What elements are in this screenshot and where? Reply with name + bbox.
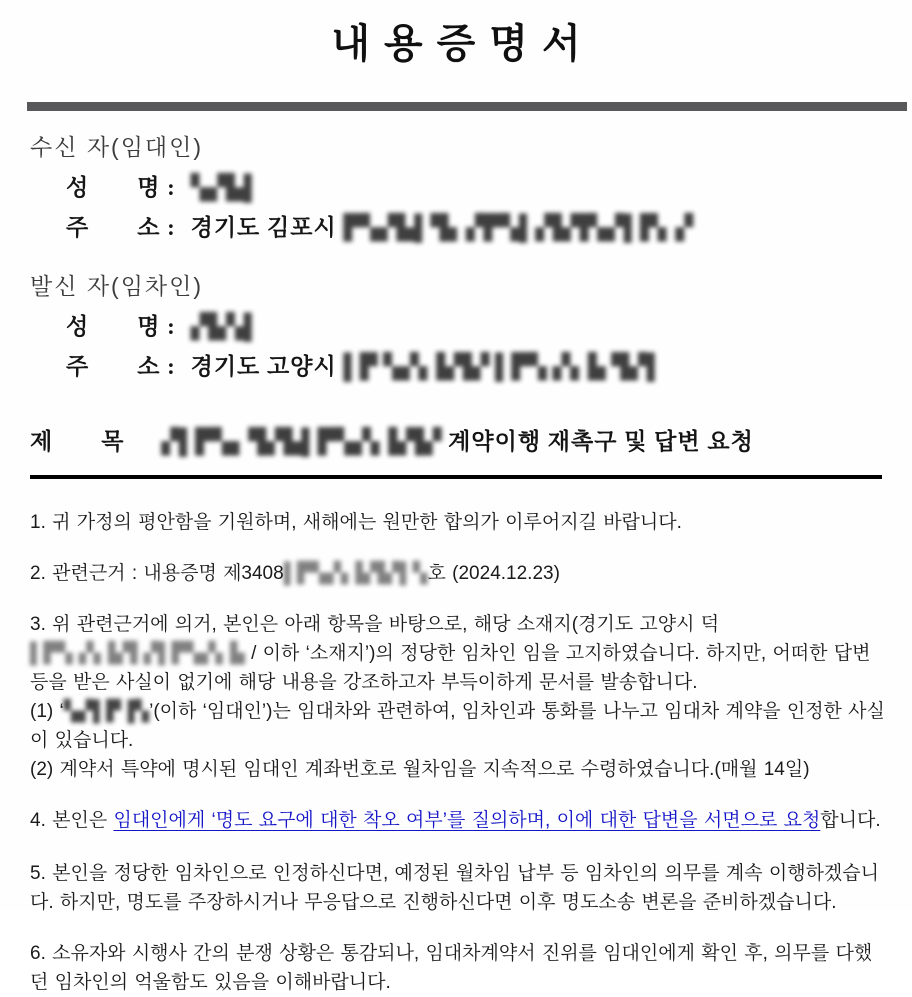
paragraph-3-post: / 이하 ‘소재지’)의 정당한 임차인 임을 고지하였습니다. 하지만, 어떠한 답변 등을 받은 사실이 없기에 해당 내용을 강조하고자 부득이하게 문서를 발송합니다.: [30, 643, 871, 693]
paragraph-2-pre: 2. 관련근거 : 내용증명 제3408: [30, 563, 284, 584]
list-item-1: [30, 697, 888, 755]
recipient-address-row: [66, 209, 912, 242]
list-item-1-redacted: ▚▞▌▛▐▚: [63, 700, 150, 723]
sender-name-redacted: ▞▙▚▌: [190, 313, 260, 340]
recipient-address-label: 주 소 :: [66, 215, 176, 240]
sender-name-label: 성 명 :: [66, 314, 176, 339]
list-item-2: (2) 계약서 특약에 명시된 임대인 계좌번호로 월차임을 지속적으로 수령하였습니다.(매월 14일): [30, 759, 810, 780]
page-title: 내용증명서: [331, 21, 595, 66]
recipient-heading: 수신 자(임대인): [30, 134, 204, 160]
paragraph-2: [30, 559, 888, 588]
recipient-address-redacted: ▛▚▞▙▌▜▖▞▛▚▌▞▙▜▚▞▌▛▖▞: [343, 214, 694, 241]
list-item-1-pre: (1) ‘: [30, 701, 64, 722]
paragraph-4-post: 합니다.: [820, 810, 881, 831]
sender-address-city: 경기도 고양시: [190, 354, 337, 379]
recipient-name-label: 성 명 :: [66, 175, 176, 200]
sender-address-redacted: ▌▛ ▚▞▖▙▜▞ ▌▛▚ ▞▖▙ ▜▞▌: [343, 353, 663, 380]
recipient-name-redacted: ▚▞▙▌: [190, 174, 260, 201]
recipient-section: [0, 129, 912, 242]
paragraph-4-emphasis: 임대인에게 ‘명도 요구에 대한 착오 여부’를 질의하며, 이에 대한 답변을 서면으로 요청: [113, 810, 821, 831]
sender-address-label: 주 소 :: [66, 354, 176, 379]
recipient-address-city: 경기도 김포시: [190, 215, 337, 240]
paragraph-2-post: 호 (2024.12.23): [427, 563, 560, 584]
paragraph-1: 1. 귀 가정의 평안함을 기원하며, 새해에는 원만한 합의가 이루어지길 바랍니다.: [30, 512, 682, 533]
paragraph-3: [30, 610, 888, 697]
sender-heading: 발신 자(임차인): [30, 273, 204, 299]
paragraph-3-redacted: ▌▛▚ ▞▖▙▜ ▞▌▛▚▞▖▙: [30, 642, 245, 665]
subject-underline-rule: [30, 475, 882, 479]
paragraph-4: [30, 806, 888, 835]
subject-text: 계약이행 재촉구 및 답변 요청: [448, 429, 754, 454]
list-item-1-post: ’(이하 ‘임대인’)는 임대차와 관련하여, 임차인과 통화를 나누고 임대차 계약을 인정한 사실이 있습니다.: [30, 701, 885, 751]
sender-address-row: [66, 348, 912, 381]
recipient-name-row: [66, 169, 912, 202]
subject-redacted: ▞▌▛▚▖▜▞▙▌▛▚▞▖▙▜▞: [161, 428, 442, 455]
paragraph-3-pre: 3. 위 관련근거에 의거, 본인은 아래 항목을 바탕으로, 해당 소재지(경기도 고양시 덕: [30, 614, 720, 635]
paragraph-2-redacted: ▌▛▚▞▖▙▜▞▌▚: [283, 562, 428, 585]
sender-name-row: [66, 308, 912, 341]
paragraph-4-pre: 4. 본인은: [30, 810, 114, 831]
paragraph-5: 5. 본인을 정당한 임차인으로 인정하신다면, 예정된 월차임 납부 등 임차인의 의무를 계속 이행하겠습니다. 하지만, 명도를 주장하시거나 무응답으로 진행하신다면 이후 명도소송 변론을 준비하겠습니다.: [30, 863, 879, 913]
subject-label: 제 목: [30, 429, 125, 454]
document-body: [30, 508, 888, 997]
subject-row: [30, 423, 912, 456]
paragraph-6: 6. 소유자와 시행사 간의 분쟁 상황은 통감되나, 임대차계약서 진위를 임대인에게 확인 후, 의무를 다했던 임차인의 억울함도 있음을 이해바랍니다.: [30, 943, 873, 993]
sender-section: [0, 268, 912, 381]
top-divider-bar: [27, 102, 907, 111]
